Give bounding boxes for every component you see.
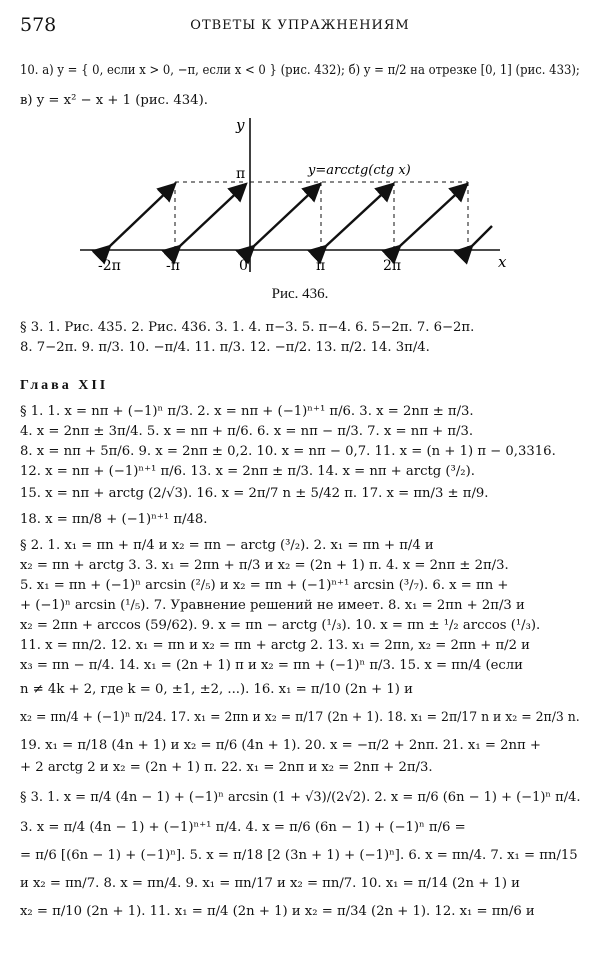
text-line: § 3. 1. Рис. 435. 2. Рис. 436. 3. 1. 4. π−3. 5. π−4. 6. 5−2π. 7. 6−2π.: [20, 320, 475, 335]
pi-label: π: [236, 166, 246, 182]
graph-segment: [400, 184, 467, 246]
graph-segment: [472, 226, 492, 246]
graph-segment: [254, 184, 320, 246]
text-line: 10. а) y = { 0, если x > 0, −π, если x < 0 } (рис. 432); б) y = π/2 на отрезке [0, 1] (рис. 433);: [20, 63, 580, 78]
text-line: 12. x = nπ + (−1)ⁿ⁺¹ π/6. 13. x = 2nπ ± π/3. 14. x = nπ + arctg (³/₂).: [20, 464, 475, 479]
x-tick-label: π: [316, 258, 326, 274]
x-tick-label: -2π: [98, 258, 121, 274]
chapter-heading: Глава XII: [20, 378, 109, 393]
page-number: 578: [20, 14, 57, 36]
text-line: x₂ = πn + arctg 3. 3. x₁ = 2πn + π/3 и x₂ = (2n + 1) π. 4. x = 2nπ ± 2π/3.: [20, 558, 509, 573]
text-line: + 2 arctg 2 и x₂ = (2n + 1) π. 22. x₁ = 2nπ и x₂ = 2nπ + 2π/3.: [20, 760, 433, 775]
text-line: и x₂ = πn/7. 8. x = πn/4. 9. x₁ = πn/17 и x₂ = πn/7. 10. x₁ = π/14 (2n + 1) и: [20, 876, 520, 891]
text-line: в) y = x² − x + 1 (рис. 434).: [20, 93, 208, 108]
running-head: ОТВЕТЫ К УПРАЖНЕНИЯМ: [190, 18, 410, 33]
x-tick-label: 2π: [383, 258, 402, 274]
text-line: 8. x = nπ + 5π/6. 9. x = 2nπ ± 0,2. 10. x = nπ − 0,7. 11. x = (n + 1) π − 0,3316.: [20, 444, 556, 459]
text-line: 19. x₁ = π/18 (4n + 1) и x₂ = π/6 (4n + 1). 20. x = −π/2 + 2nπ. 21. x₁ = 2nπ +: [20, 738, 541, 753]
text-line: 4. x = 2nπ ± 3π/4. 5. x = nπ + π/6. 6. x = nπ − π/3. 7. x = nπ + π/3.: [20, 424, 474, 439]
text-line: 18. x = πn/8 + (−1)ⁿ⁺¹ π/48.: [20, 512, 208, 527]
text-line: § 1. 1. x = nπ + (−1)ⁿ π/3. 2. x = nπ + (−1)ⁿ⁺¹ π/6. 3. x = 2nπ ± π/3.: [20, 404, 474, 419]
figure-caption: Рис. 436.: [271, 286, 329, 302]
text-line: x₃ = πn − π/4. 14. x₁ = (2n + 1) π и x₂ = πn + (−1)ⁿ π/3. 15. x = πn/4 (если: [20, 658, 523, 673]
text-line: § 3. 1. x = π/4 (4n − 1) + (−1)ⁿ arcsin (1 + √3)/(2√2). 2. x = π/6 (6n − 1) + (−1)ⁿ π/4.: [20, 790, 581, 805]
page-header: [20, 14, 580, 40]
graph-segment: [180, 184, 246, 246]
graph-segment: [326, 184, 393, 246]
text-line: + (−1)ⁿ arcsin (¹/₅). 7. Уравнение решений не имеет. 8. x₁ = 2πn + 2π/3 и: [20, 598, 525, 613]
text-line: n ≠ 4k + 2, где k = 0, ±1, ±2, ...). 16. x₁ = π/10 (2n + 1) и: [20, 682, 413, 697]
x-tick-label: -π: [166, 258, 180, 274]
text-line: § 2. 1. x₁ = πn + π/4 и x₂ = πn − arctg (³/₂). 2. x₁ = πn + π/4 и: [20, 538, 434, 553]
text-line: x₂ = 2πn + arccos (59/62). 9. x = πn − arctg (¹/₃). 10. x = πn ± ¹/₂ arccos (¹/₃).: [20, 618, 541, 633]
x-tick-label: 0: [239, 258, 248, 274]
text-line: = π/6 [(6n − 1) + (−1)ⁿ]. 5. x = π/18 [2 (3n + 1) + (−1)ⁿ]. 6. x = πn/4. 7. x₁ = πn/15: [20, 848, 578, 863]
function-label: y=arcctg(ctg x): [308, 163, 411, 178]
text-line: 15. x = nπ + arctg (2/√3). 16. x = 2π/7 n ± 5/42 π. 17. x = πn/3 ± π/9.: [20, 486, 489, 501]
graph-segment: [110, 184, 175, 246]
y-axis-label: y: [236, 116, 245, 134]
text-line: x₂ = π/10 (2n + 1). 11. x₁ = π/4 (2n + 1) и x₂ = π/34 (2n + 1). 12. x₁ = πn/6 и: [20, 904, 535, 919]
figure-graph: [80, 112, 520, 282]
text-line: 8. 7−2π. 9. π/3. 10. −π/4. 11. π/3. 12. −π/2. 13. π/2. 14. 3π/4.: [20, 340, 430, 355]
text-line: 11. x = πn/2. 12. x₁ = πn и x₂ = πn + arctg 2. 13. x₁ = 2πn, x₂ = 2πn + π/2 и: [20, 638, 530, 653]
text-line: 3. x = π/4 (4n − 1) + (−1)ⁿ⁺¹ π/4. 4. x = π/6 (6n − 1) + (−1)ⁿ π/6 =: [20, 820, 466, 835]
x-axis-label: x: [498, 253, 507, 271]
text-line: x₂ = πn/4 + (−1)ⁿ π/24. 17. x₁ = 2πn и x₂ = π/17 (2n + 1). 18. x₁ = 2π/17 n и x₂ = 2π/3 n.: [20, 710, 580, 725]
text-line: 5. x₁ = πn + (−1)ⁿ arcsin (²/₅) и x₂ = πn + (−1)ⁿ⁺¹ arcsin (³/₇). 6. x = πn +: [20, 578, 509, 593]
